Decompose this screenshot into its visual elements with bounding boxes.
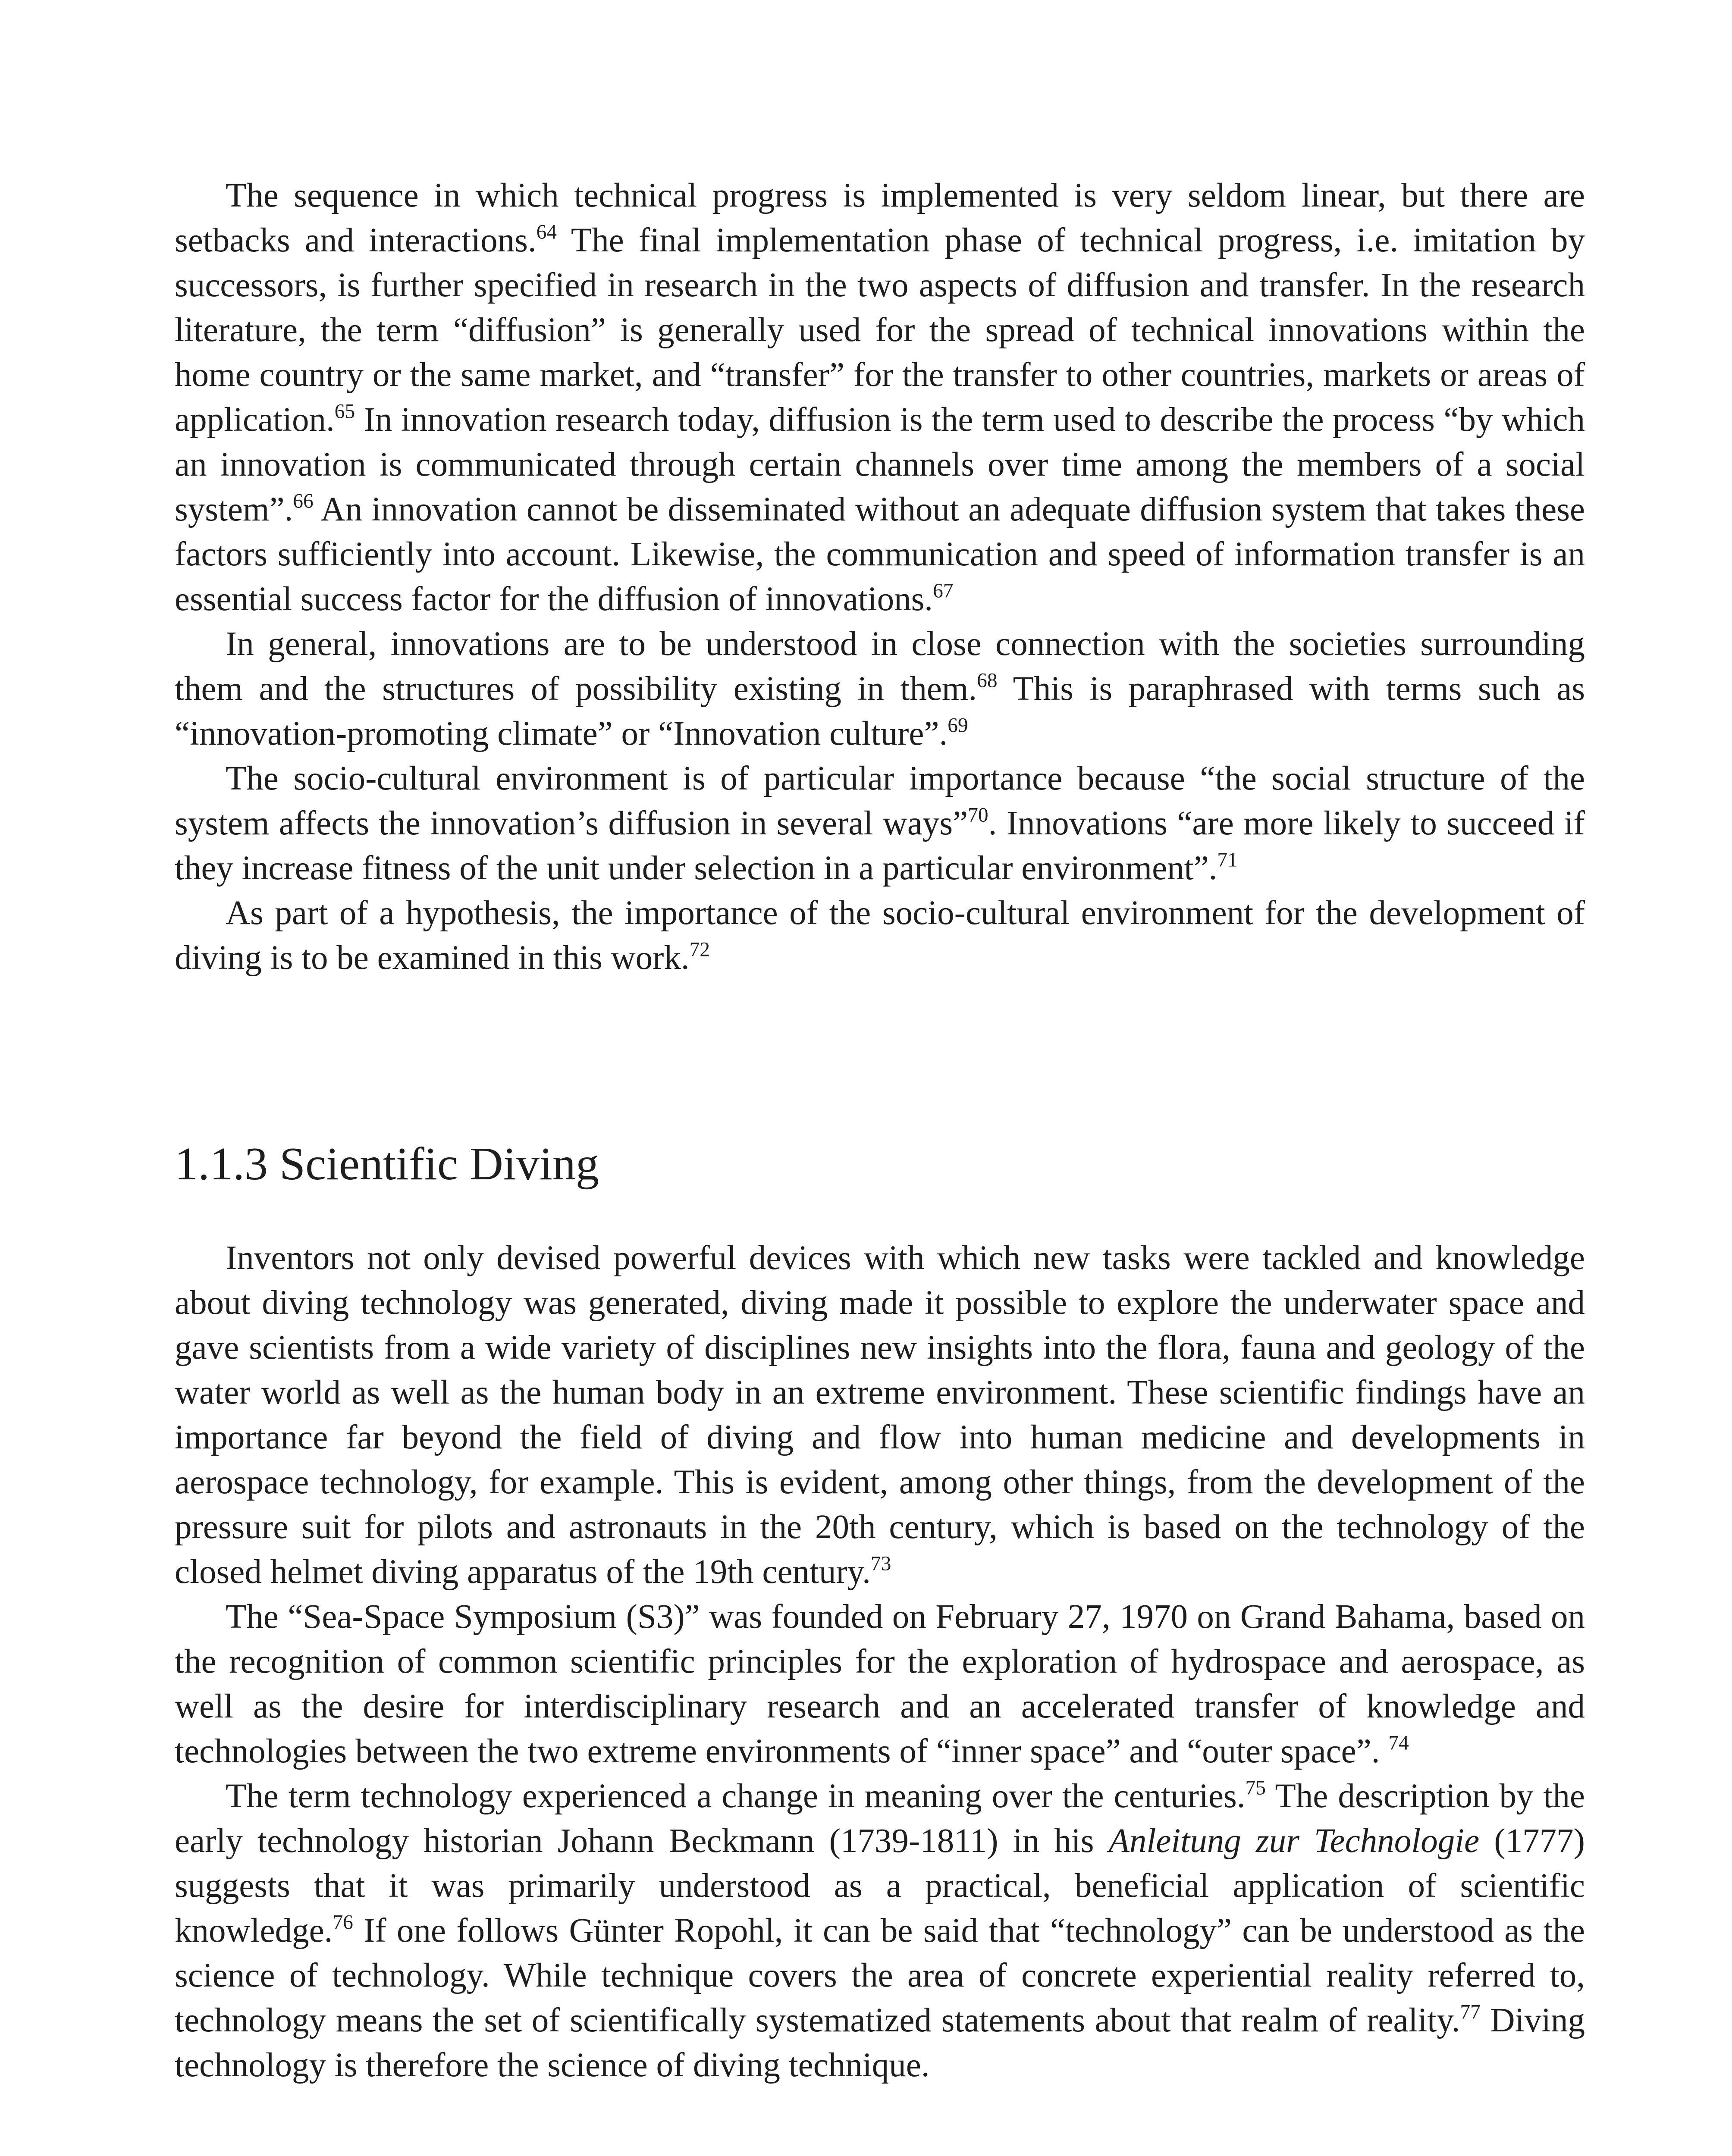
footnote-reference[interactable]: 65: [334, 400, 355, 423]
paragraph-text: Diving technology is therefore the science of diving technique.: [175, 2002, 1585, 2084]
footnote-reference[interactable]: 72: [689, 938, 710, 961]
paragraph-text: . Innovations “are more likely to succeed if they increase fitness of the unit under selection in a particular environment”.: [175, 805, 1585, 887]
paragraph-text: The “Sea-Space Symposium (S3)” was founded on February 27, 1970 on Grand Bahama, based on the recognition of common scientific principles for the exploration of hydrospace and aerospace, as well as the desire for interdisciplinary research and an accelerated transfer of knowledge and technologies between the two extreme environments of “inner space” and “outer space”.: [175, 1598, 1585, 1770]
paragraph: [175, 891, 1585, 981]
paragraph: [175, 173, 1585, 622]
footnote-reference[interactable]: 66: [293, 490, 314, 513]
section-heading: 1.1.3 Scientific Diving: [175, 1138, 599, 1190]
paragraph-text: The description by the early technology historian Johann Beckmann (1739-1811) in his: [175, 1777, 1585, 1860]
footnote-reference[interactable]: 71: [1217, 849, 1238, 871]
paragraph-text: This is paraphrased with terms such as “innovation-promoting climate” or “Innovation culture”.: [175, 670, 1585, 752]
footnote-reference[interactable]: 69: [948, 714, 968, 737]
paragraph: [175, 1774, 1585, 2088]
footnote-reference[interactable]: 68: [977, 669, 998, 692]
footnote-reference[interactable]: 70: [968, 804, 988, 827]
paragraph: [175, 1236, 1585, 1595]
footnote-reference[interactable]: 77: [1460, 2001, 1481, 2024]
paragraph-text: The sequence in which technical progress is implemented is very seldom linear, but there are setbacks and interactions.: [175, 177, 1585, 259]
paragraph-text: The socio-cultural environment is of particular importance because “the social structure of the system affects the innovation’s diffusion in several ways”: [175, 760, 1585, 842]
paragraph-text: Inventors not only devised powerful devices with which new tasks were tackled and knowledge about diving technology was generated, diving made it possible to explore the underwater space and gave scientists from a wide variety of disciplines new insights into the flora, fauna and geology of the water world as well as the human body in an extreme environment. These scientific findings have an importance far beyond the field of diving and flow into human medicine and developments in aerospace technology, for example. This is evident, among other things, from the development of the pressure suit for pilots and astronauts in the 20th century, which is based on the technology of the closed helmet diving apparatus of the 19th century.: [175, 1239, 1585, 1591]
paragraph: [175, 756, 1585, 891]
footnote-reference[interactable]: 76: [333, 1911, 353, 1934]
italic-title: Anleitung zur Technologie: [1108, 1822, 1480, 1860]
paragraph: [175, 1595, 1585, 1774]
footnote-reference[interactable]: 73: [870, 1552, 891, 1575]
paragraph-text: An innovation cannot be disseminated without an adequate diffusion system that takes these factors sufficiently into account. Likewise, the communication and speed of information transfer is an essential success factor for the diffusion of innovations.: [175, 491, 1585, 618]
paragraph-text: (1777) suggests that it was primarily understood as a practical, beneficial application of scientific knowledge.: [175, 1822, 1585, 1949]
body-text-section-bottom: [175, 1236, 1585, 2088]
paragraph-text: In innovation research today, diffusion is the term used to describe the process “by which an innovation is communicated through certain channels over time among the members of a social system”.: [175, 401, 1585, 528]
footnote-reference[interactable]: 67: [933, 580, 954, 602]
footnote-reference[interactable]: 75: [1245, 1777, 1266, 1799]
paragraph: [175, 622, 1585, 756]
paragraph-text: If one follows Günter Ropohl, it can be said that “technology” can be understood as the science of technology. While technique covers the area of concrete experiential reality referred to, technology means the set of scientifically systematized statements about that realm of reality.: [175, 1912, 1585, 2039]
footnote-reference[interactable]: 64: [536, 221, 557, 244]
footnote-reference[interactable]: 74: [1388, 1732, 1409, 1755]
body-text-section-top: [175, 173, 1585, 981]
paragraph-text: The final implementation phase of technical progress, i.e. imitation by successors, is further specified in research in the two aspects of diffusion and transfer. In the research literature, the term “diffusion” is generally used for the spread of technical innovations within the home country or the same market, and “transfer” for the transfer to other countries, markets or areas of application.: [175, 222, 1585, 439]
paragraph-text: In general, innovations are to be understood in close connection with the societies surrounding them and the structures of possibility existing in them.: [175, 625, 1585, 708]
paragraph-text: As part of a hypothesis, the importance of the socio-cultural environment for the development of diving is to be examined in this work.: [175, 894, 1585, 977]
paragraph-text: The term technology experienced a change in meaning over the centuries.: [226, 1777, 1246, 1815]
